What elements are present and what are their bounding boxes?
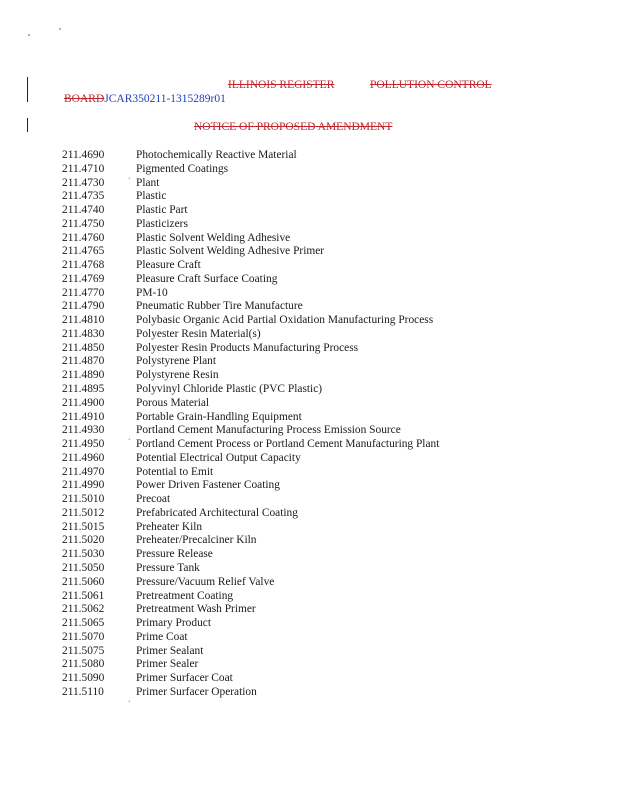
definition-term: Potential Electrical Output Capacity xyxy=(136,451,301,464)
definition-row xyxy=(62,204,439,218)
section-number: 211.5070 xyxy=(62,630,105,643)
definition-row xyxy=(62,397,439,411)
definition-row xyxy=(62,493,439,507)
section-number: 211.4950 xyxy=(62,438,105,451)
board-name-part2: BOARD xyxy=(64,93,105,105)
section-number: 211.5012 xyxy=(62,506,105,519)
definition-term: Prefabricated Architectural Coating xyxy=(136,506,298,519)
definition-row xyxy=(62,149,439,163)
scan-speck xyxy=(28,34,30,36)
definition-row xyxy=(62,617,439,631)
definition-term: Portland Cement Manufacturing Process Emission Source xyxy=(136,424,401,437)
definition-row xyxy=(62,479,439,493)
section-number: 211.4850 xyxy=(62,341,105,354)
definition-term: Plastic Solvent Welding Adhesive xyxy=(136,231,291,244)
section-number: 211.4750 xyxy=(62,217,105,230)
definition-row xyxy=(62,383,439,397)
definition-term: Polyvinyl Chloride Plastic (PVC Plastic) xyxy=(136,383,323,396)
section-number: 211.4900 xyxy=(62,396,105,409)
definition-row xyxy=(62,466,439,480)
definition-row xyxy=(62,424,439,441)
definition-row xyxy=(62,603,439,617)
section-number: 211.4765 xyxy=(62,245,105,258)
definition-row xyxy=(62,177,439,191)
section-number: 211.5075 xyxy=(62,644,105,657)
definition-row xyxy=(62,686,439,700)
definition-term: Pleasure Craft Surface Coating xyxy=(136,272,278,285)
definition-term: Primer Sealant xyxy=(136,644,204,657)
definition-row xyxy=(62,562,439,576)
section-number: 211.4769 xyxy=(62,272,105,285)
definition-term: Pleasure Craft xyxy=(136,259,201,272)
section-number: 211.5090 xyxy=(62,672,105,685)
definition-term: Power Driven Fastener Coating xyxy=(136,479,280,492)
section-number: 211.5062 xyxy=(62,603,105,616)
definition-term: Potential to Emit xyxy=(136,465,214,478)
definition-row xyxy=(62,452,439,466)
section-number: 211.4768 xyxy=(62,259,105,272)
section-number: 211.5060 xyxy=(62,575,105,588)
definition-term: Polystyrene Plant xyxy=(136,355,217,368)
definition-term: Pneumatic Rubber Tire Manufacture xyxy=(136,300,303,313)
definition-row xyxy=(62,645,439,659)
section-number: 211.4740 xyxy=(62,204,105,217)
definition-term: Plastic Solvent Welding Adhesive Primer xyxy=(136,245,325,258)
section-number: 211.5050 xyxy=(62,561,105,574)
definition-row xyxy=(62,342,439,356)
section-number: 211.5030 xyxy=(62,548,105,561)
definition-term: Polybasic Organic Acid Partial Oxidation Manufacturing Process xyxy=(136,314,434,327)
definition-row xyxy=(62,190,439,204)
section-number: 211.5010 xyxy=(62,493,105,506)
register-title: ILLINOIS REGISTER xyxy=(228,79,335,91)
scan-tick-mark: ˎ xyxy=(128,431,131,441)
definition-term: Polyester Resin Material(s) xyxy=(136,327,261,340)
board-name-part1: POLLUTION CONTROL xyxy=(370,79,492,91)
definition-term: PM-10 xyxy=(136,286,168,299)
definition-term: Plastic xyxy=(136,190,167,203)
definition-term: Preheater/Precalciner Kiln xyxy=(136,534,257,547)
definition-row xyxy=(62,300,439,314)
definition-row xyxy=(62,658,439,672)
definition-term: Portable Grain-Handling Equipment xyxy=(136,410,302,423)
definition-row xyxy=(62,438,439,452)
definition-term: Porous Material xyxy=(136,396,210,409)
definition-row xyxy=(62,411,439,425)
definition-row xyxy=(62,232,439,246)
change-bar xyxy=(27,77,28,102)
definition-term: Prime Coat xyxy=(136,630,188,643)
definition-term: Pretreatment Wash Primer xyxy=(136,603,256,616)
definition-term: Portland Cement Process or Portland Cement Manufacturing Plant xyxy=(136,438,440,451)
definition-row xyxy=(62,369,439,383)
section-number: 211.4930 xyxy=(62,424,105,437)
definition-row xyxy=(62,259,439,273)
definition-term: Pressure/Vacuum Relief Valve xyxy=(136,575,275,588)
definition-row xyxy=(62,672,439,686)
definition-term: Plant xyxy=(136,176,160,189)
section-number: 211.4990 xyxy=(62,479,105,492)
section-number: 211.4960 xyxy=(62,451,105,464)
definition-row xyxy=(62,534,439,548)
board-code-line xyxy=(64,93,226,105)
notice-heading: NOTICE OF PROPOSED AMENDMENT xyxy=(194,121,393,133)
definition-term: Polyester Resin Products Manufacturing Process xyxy=(136,341,359,354)
section-number: 211.5061 xyxy=(62,589,105,602)
definitions-list xyxy=(62,149,439,700)
definition-term: Preheater Kiln xyxy=(136,520,203,533)
definition-row xyxy=(62,355,439,369)
section-number: 211.4790 xyxy=(62,300,105,313)
definition-row xyxy=(62,163,439,177)
section-number: 211.5110 xyxy=(62,685,104,698)
definition-term: Primer Sealer xyxy=(136,658,199,671)
definition-term: Plastic Part xyxy=(136,204,188,217)
definition-term: Pretreatment Coating xyxy=(136,589,234,602)
definition-term: Primer Surfacer Operation xyxy=(136,685,257,698)
definition-row xyxy=(62,548,439,562)
definition-term: Polystyrene Resin xyxy=(136,369,219,382)
definition-row xyxy=(62,273,439,287)
change-bar xyxy=(27,118,28,132)
section-number: 211.4770 xyxy=(62,286,105,299)
section-number: 211.4690 xyxy=(62,149,105,161)
section-number: 211.5020 xyxy=(62,534,105,547)
definition-row xyxy=(62,218,439,232)
section-number: 211.4730 xyxy=(62,176,105,189)
section-number: 211.4710 xyxy=(62,162,105,175)
scan-tick-mark: ˎ xyxy=(128,169,131,179)
jcar-code: JCAR350211-1315289r01 xyxy=(104,93,226,105)
definition-row xyxy=(62,328,439,342)
definition-row xyxy=(62,245,439,259)
section-number: 211.4910 xyxy=(62,410,105,423)
definition-row xyxy=(62,576,439,590)
definition-row xyxy=(62,521,439,535)
definition-term: Photochemically Reactive Material xyxy=(136,149,297,161)
definition-term: Pressure Tank xyxy=(136,561,200,574)
definition-row xyxy=(62,590,439,604)
scan-speck xyxy=(59,28,61,30)
section-number: 211.5015 xyxy=(62,520,105,533)
section-number: 211.4890 xyxy=(62,369,105,382)
definition-row xyxy=(62,314,439,328)
section-number: 211.4735 xyxy=(62,190,105,203)
section-number: 211.4895 xyxy=(62,383,105,396)
definition-term: Pressure Release xyxy=(136,548,213,561)
definition-term: Primary Product xyxy=(136,617,211,630)
definition-row xyxy=(62,507,439,521)
section-number: 211.5080 xyxy=(62,658,105,671)
definition-term: Pigmented Coatings xyxy=(136,162,229,175)
definition-row xyxy=(62,631,439,645)
section-number: 211.4870 xyxy=(62,355,105,368)
definition-term: Plasticizers xyxy=(136,217,188,230)
section-number: 211.5065 xyxy=(62,617,105,630)
section-number: 211.4830 xyxy=(62,327,105,340)
section-number: 211.4760 xyxy=(62,231,105,244)
scan-tick-mark: ˎ xyxy=(128,692,131,702)
definition-term: Precoat xyxy=(136,493,171,506)
section-number: 211.4810 xyxy=(62,314,105,327)
definition-term: Primer Surfacer Coat xyxy=(136,672,233,685)
definition-row xyxy=(62,287,439,301)
section-number: 211.4970 xyxy=(62,465,105,478)
